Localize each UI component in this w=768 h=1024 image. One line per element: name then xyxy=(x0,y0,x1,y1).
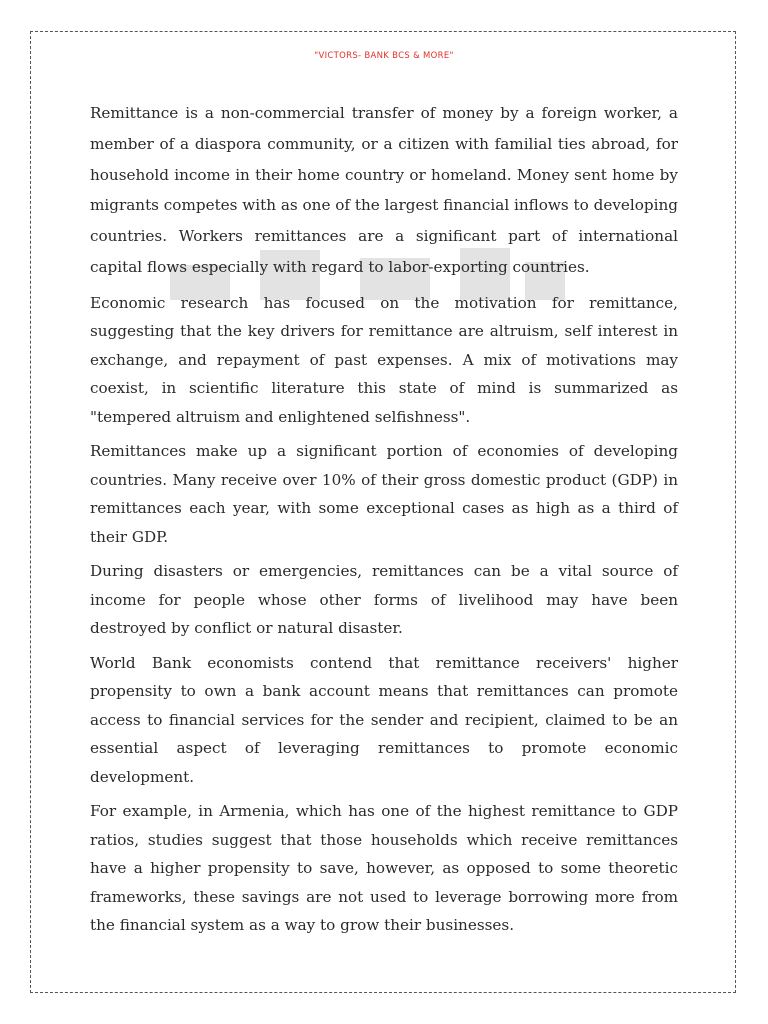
document-body xyxy=(90,98,678,946)
paragraph-5: World Bank economists contend that remittance receivers' higher propensity to own a bank account means that remittances can promote access to financial services for the sender and recipient, claimed to be an essential aspect of leveraging remittances to promote economic development. xyxy=(90,653,678,786)
paragraph-1: Remittance is a non-commercial transfer of money by a foreign worker, a member of a diaspora community, or a citizen with familial ties abroad, for household income in their home country or homeland. Money sent home by migrants competes with as one of the largest financial inflows to developing countries. Workers remittances are a significant part of international capital flows especially with regard to labor-exporting countries. xyxy=(90,104,678,276)
paragraph-4: During disasters or emergencies, remittances can be a vital source of income for people whose other forms of livelihood may have been destroyed by conflict or natural disaster. xyxy=(90,562,678,638)
paragraph-3: Remittances make up a significant portion of economies of developing countries. Many receive over 10% of their gross domestic product (GDP) in remittances each year, with some exceptional cases as high as a third of their GDP. xyxy=(90,442,678,546)
paragraph-6: For example, in Armenia, which has one of the highest remittance to GDP ratios, studies suggest that those households which receive remittances have a higher propensity to save, however, as opposed to some theoretic frameworks, these savings are not used to leverage borrowing more from the financial system as a way to grow their businesses. xyxy=(90,802,678,935)
page-header: "VICTORS- BANK BCS & MORE" xyxy=(314,51,454,61)
paragraph-2: Economic research has focused on the motivation for remittance, suggesting that the key drivers for remittance are altruism, self interest in exchange, and repayment of past expenses. A mix of motivations may coexist, in scientific literature this state of mind is summarized as "tempered altruism and enlightened selfishness". xyxy=(90,293,678,426)
